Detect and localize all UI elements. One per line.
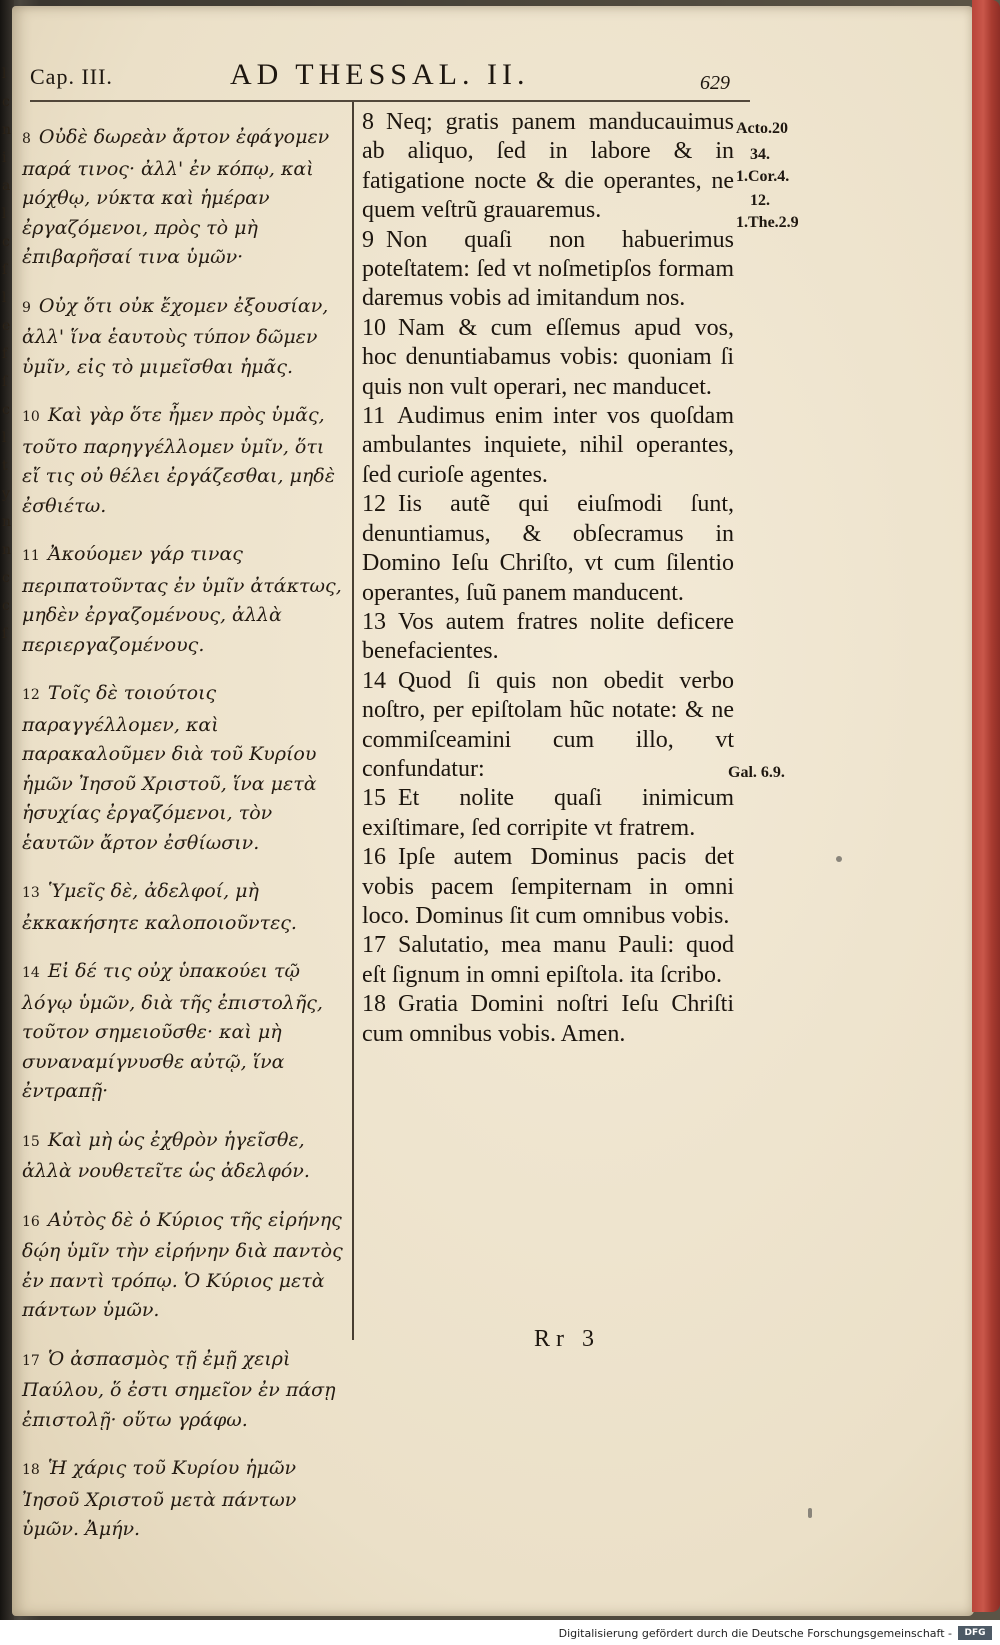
margin-letter: a	[2, 178, 11, 194]
greek-verse-text: Καὶ γὰρ ὅτε ἦμεν πρὸς ὑμᾶς, τοῦτο παρηγγέλλομεν ὑμῖν, ὅτι εἴ τις οὐ θέλει ἐργάζεσθαι, μηδὲ ἐσθιέτω.	[22, 404, 335, 517]
greek-verse-number: 15	[22, 1133, 40, 1150]
chapter-label: Cap. III.	[30, 64, 113, 89]
header-rule	[30, 100, 750, 102]
greek-verse	[22, 877, 347, 938]
marginal-note: 12.	[750, 192, 770, 209]
margin-letter: l	[2, 290, 7, 306]
margin-letter: l	[2, 66, 7, 82]
latin-verse-text: Vos autem fratres nolite deficere benefacientes.	[362, 608, 734, 665]
greek-verse-number: 18	[22, 1462, 40, 1478]
greek-verse	[22, 123, 347, 273]
latin-verse	[362, 931, 734, 990]
facing-page-margin-letters	[2, 60, 12, 1540]
running-title: AD THESSAL. II.	[230, 58, 530, 91]
greek-text-column	[22, 104, 347, 1557]
margin-letter: c	[2, 402, 10, 418]
margin-letter: n	[2, 542, 12, 558]
signature-mark: Rr 3	[534, 1326, 600, 1352]
marginal-note: 34.	[750, 146, 770, 163]
latin-verse-text: Nam & cum eſſemus apud vos, hoc denuntiabamus vobis: quoniam ſi quis non vult operari, nec manducet.	[362, 314, 734, 400]
latin-verse	[362, 608, 734, 667]
margin-letter: ſ	[2, 262, 8, 278]
marginal-note: 1.Cor.4.	[736, 168, 790, 185]
margin-letter: t	[2, 458, 8, 474]
greek-verse-number: 10	[22, 409, 40, 425]
greek-verse	[22, 292, 347, 383]
paper-speck	[808, 1508, 812, 1518]
latin-verse	[362, 784, 734, 843]
greek-verse-number: 8	[22, 131, 31, 147]
greek-verse	[22, 957, 347, 1107]
margin-letter: c	[2, 570, 10, 586]
greek-verse-text: Οὐδὲ δωρεὰν ἄρτον ἐφάγομεν παρά τινος· ἀλλ' ἐν κόπῳ, καὶ μόχθῳ, νύκτα καὶ ἡμέραν ἐργαζόμενοι, πρὸς τὸ μὴ ἐπιβαρῆσαί τινα ὑμῶν·	[22, 126, 330, 268]
latin-verse-text: Non quaſi non habuerimus poteſtatem: ſed vt noſmetipſos formam daremus vobis ad imitandum nos.	[362, 226, 734, 312]
greek-verse	[22, 1454, 347, 1545]
footer-credit: Digitalisierung gefördert durch die Deutsche Forschungsgemeinschaft -	[558, 1627, 952, 1640]
latin-verse	[362, 314, 734, 402]
latin-verse-number: 8	[362, 109, 374, 135]
greek-verse-text: Ὑμεῖς δὲ, ἀδελφοί, μὴ ἐκκακήσητε καλοποιοῦντες.	[22, 880, 297, 934]
marginal-note: Gal. 6.9.	[728, 764, 785, 781]
margin-letter: c	[2, 234, 10, 250]
red-fore-edge	[972, 0, 1000, 1612]
latin-verse	[362, 108, 734, 226]
latin-verse-number: 17	[362, 932, 386, 959]
greek-verse-text: Αὐτὸς δὲ ὁ Κύριος τῆς εἰρήνης δῴη ὑμῖν τὴν εἰρήνην διὰ παντὸς ἐν παντὶ τρόπῳ. Ὁ Κύριος μετὰ πάντων ὑμῶν.	[22, 1208, 343, 1321]
latin-verse-text: Neq; gratis panem manducauimus ab aliquo, ſed in labore & in fatigatione nocte & die operantes, ne quem veſtrũ grauaremus.	[362, 109, 734, 224]
greek-verse-text: Οὐχ ὅτι οὐκ ἔχομεν ἐξουσίαν, ἀλλ' ἵνα ἑαυτοὺς τύπον δῶμεν ὑμῖν, εἰς τὸ μιμεῖσθαι ἡμᾶς.	[22, 294, 329, 378]
latin-verse-text: Et nolite quaſi inimicum exiſtimare, ſed corripite vt fratrem.	[362, 785, 734, 841]
greek-verse	[22, 401, 347, 521]
margin-letter: l	[2, 430, 7, 446]
latin-verse-number: 16	[362, 844, 386, 871]
margin-letter: i	[2, 150, 7, 166]
latin-verse-text: Audimus enim inter vos quoſdam ambulantes inquiete, nihil operantes, ſed curioſe agentes.	[362, 403, 734, 488]
greek-verse-number: 9	[22, 299, 31, 316]
marginal-note: Acto.20	[736, 120, 788, 137]
margin-letter: l	[2, 206, 7, 222]
greek-verse-text: Ἡ χάρις τοῦ Κυρίου ἡμῶν Ἰησοῦ Χριστοῦ μετὰ πάντων ὑμῶν. Ἀμήν.	[22, 1457, 297, 1540]
marginal-note: 1.The.2.9	[736, 214, 799, 231]
folio-number: 629	[700, 72, 730, 94]
paper-speck	[836, 856, 842, 862]
greek-verse-number: 14	[22, 965, 40, 981]
latin-verse-text: Gratia Domini noſtri Ieſu Chriſti cum omnibus vobis. Amen.	[362, 991, 734, 1047]
greek-verse-text: Τοῖς δὲ τοιούτοις παραγγέλλομεν, καὶ παρακαλοῦμεν διὰ τοῦ Κυρίου ἡμῶν Ἰησοῦ Χριστοῦ, ἵνα μετὰ ἡσυχίας ἐργαζόμενοι, τὸν ἑαυτῶν ἄρτον ἐσθίωσιν.	[22, 682, 317, 854]
latin-verse-number: 15	[362, 785, 386, 812]
margin-letter: ſ	[2, 626, 8, 642]
latin-verse-number: 14	[362, 667, 386, 694]
latin-verse	[362, 843, 734, 931]
latin-verse-number: 10	[362, 314, 386, 341]
latin-verse	[362, 490, 734, 608]
latin-verse-text: Iis autẽ qui eiuſmodi ſunt, denuntiamus, & obſecramus in Domino Ieſu Chriſto, vt cum ſilentio operantes, ſuũ panem manducent.	[362, 491, 734, 606]
greek-verse-text: Ἀκούομεν γάρ τινας περιπατοῦντας ἐν ὑμῖν ἀτάκτως, μηδὲν ἐργαζομένους, ἀλλὰ περιεργαζομένους.	[22, 543, 342, 656]
latin-text-column	[362, 108, 734, 1049]
greek-verse-number: 12	[22, 687, 40, 703]
latin-verse-number: 11	[362, 403, 386, 430]
margin-letter: n	[2, 514, 12, 530]
greek-verse	[22, 679, 347, 858]
greek-verse	[22, 1126, 347, 1187]
latin-verse	[362, 667, 734, 785]
greek-verse-text: Καὶ μὴ ὡς ἐχθρὸν ἡγεῖσθε, ἀλλὰ νουθετεῖτε ὡς ἀδελφόν.	[22, 1128, 310, 1182]
column-divider-rule	[352, 102, 354, 1340]
margin-letter: c	[2, 598, 10, 614]
greek-verse-text: Εἰ δέ τις οὐχ ὑπακούει τῷ λόγῳ ὑμῶν, διὰ τῆς ἐπιστολῆς, τοῦτον σημειοῦσθε· καὶ μὴ συναναμίγνυσθε αὐτῷ, ἵνα ἐντραπῇ·	[22, 960, 323, 1102]
greek-verse	[22, 540, 347, 660]
latin-verse-number: 12	[362, 491, 386, 518]
latin-verse-text: Salutatio, mea manu Pauli: quod eſt ſignum in omni epiſtola. ita ſcribo.	[362, 932, 734, 988]
dfg-logo: DFG	[958, 1626, 992, 1640]
latin-verse	[362, 402, 734, 490]
latin-verse-number: 18	[362, 991, 386, 1018]
greek-verse-number: 17	[22, 1352, 40, 1369]
latin-verse	[362, 990, 734, 1049]
margin-letter: f	[2, 346, 8, 362]
running-header	[30, 58, 750, 94]
margin-letter: ſ	[2, 374, 8, 390]
greek-verse-number: 11	[22, 548, 40, 564]
latin-verse-text: Ipſe autem Dominus pacis det vobis pacem ſempiternam in omni loco. Dominus ſit cum omnibus vobis.	[362, 844, 734, 929]
margin-letter: n	[2, 122, 12, 138]
latin-verse-number: 9	[362, 226, 374, 253]
latin-verse	[362, 226, 734, 314]
margin-letter: y	[2, 486, 10, 502]
greek-verse-text: Ὁ ἀσπασμὸς τῇ ἐμῇ χειρὶ Παύλου, ὅ ἐστι σημεῖον ἐν πάσῃ ἐπιστολῇ· οὕτω γράφω.	[22, 1347, 336, 1431]
greek-verse	[22, 1206, 347, 1326]
greek-verse-number: 13	[22, 885, 40, 901]
greek-verse	[22, 1345, 347, 1436]
margin-letter: e	[2, 318, 11, 334]
latin-verse-number: 13	[362, 608, 386, 635]
greek-verse-number: 16	[22, 1213, 40, 1230]
latin-verse-text: Quod ſi quis non obedit verbo noſtro, per epiſtolam hũc notate: & ne commiſceamini cum illo, vt confundatur:	[362, 667, 734, 782]
margin-letter: c	[2, 94, 10, 110]
